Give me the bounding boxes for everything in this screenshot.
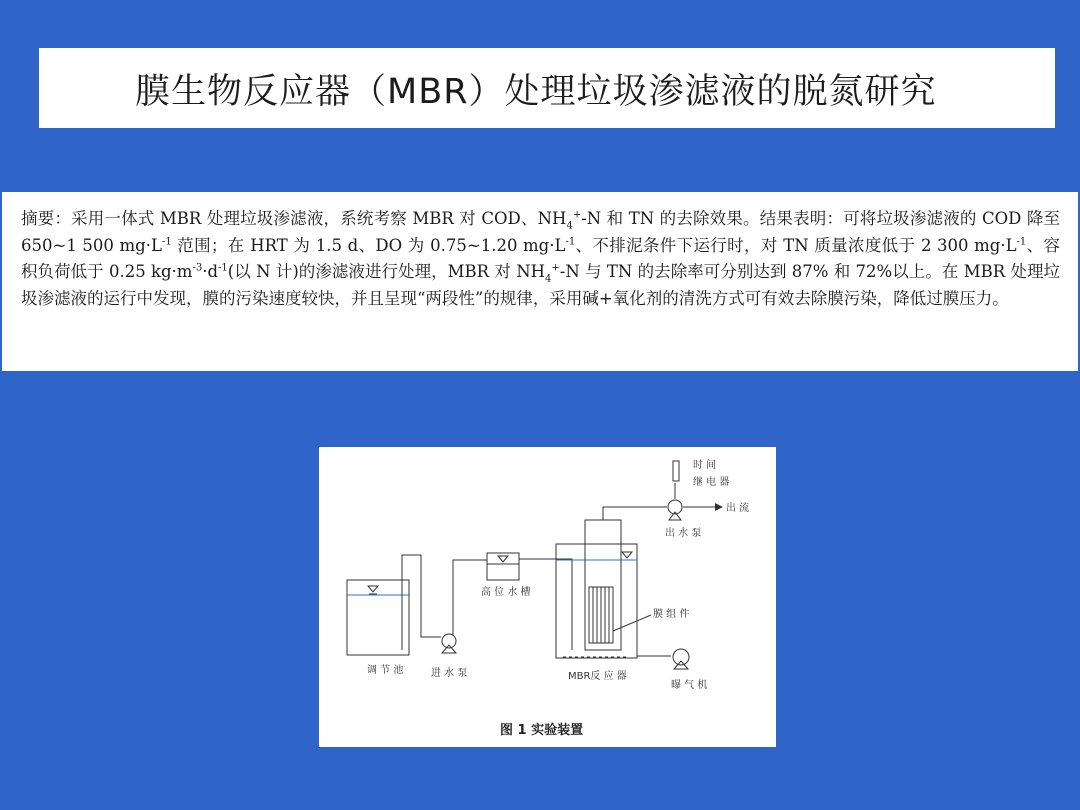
feed-pipe (402, 555, 441, 650)
inlet-pump-label: 进 水 泵 (431, 668, 468, 679)
title-banner (39, 48, 1055, 128)
abstract-panel (2, 192, 1078, 371)
tank-to-reactor-pipe (519, 559, 572, 650)
figure-panel (319, 447, 776, 747)
timer-relay (673, 461, 679, 481)
abstract-segment: -N 和 TN 的去除效果。结果表明：可将垃圾渗滤液的 COD 降至 650~1 500 mg·L (21, 209, 1061, 255)
abstract-text (21, 206, 1060, 312)
regulating-tank-level-marker (368, 586, 378, 592)
outlet-pipe (603, 507, 667, 520)
aerator-icon (673, 649, 689, 665)
aerator-label: 曝 气 机 (671, 680, 708, 691)
outflow-arrowhead (715, 503, 723, 511)
reactor-inner-column (585, 520, 621, 650)
abstract-segment: ·d (202, 262, 219, 281)
high-tank (487, 553, 519, 580)
timer-label-2: 继 电 器 (693, 477, 730, 488)
abstract-segment: -1 (218, 262, 228, 274)
figure-caption: 图 1 实验装置 (500, 723, 584, 738)
abstract-segment: 4 (545, 273, 552, 285)
regulating-tank-label: 调 节 池 (367, 665, 404, 676)
membrane-label: 膜 组 件 (653, 609, 690, 620)
high-tank-label: 高 位 水 槽 (481, 587, 531, 598)
abstract-segment: 范围；在 HRT 为 1.5 d、DO 为 0.75~1.20 mg·L (171, 235, 566, 255)
abstract-segment: -3 (192, 262, 203, 274)
abstract-segment: (以 N 计)的渗滤液进行处理，MBR 对 NH (227, 262, 546, 281)
abstract-segment: + (572, 209, 582, 221)
abstract-segment: 4 (566, 220, 573, 232)
membrane-leader-line (613, 615, 651, 631)
abstract-segment: 、不排泥条件下运行时，对 TN 质量浓度低于 2 300 mg·L (575, 235, 1017, 255)
regulating-tank (347, 580, 409, 655)
abstract-segment: -1 (1016, 236, 1027, 247)
abstract-segment: 、容积负荷低于 0.25 kg·m (21, 235, 1060, 281)
outflow-label: 出 流 (726, 503, 750, 514)
abstract-segment: 摘要：采用一体式 MBR 处理垃圾渗滤液，系统考察 MBR 对 COD、NH (21, 209, 567, 228)
outlet-pump-label: 出 水 泵 (665, 528, 702, 539)
reactor-level-marker (622, 552, 632, 558)
mbr-reactor-label: MBR反 应 器 (568, 671, 627, 682)
abstract-segment: + (551, 262, 560, 274)
abstract-segment: -1 (161, 236, 172, 247)
high-tank-level-marker (498, 556, 508, 562)
timer-label-1: 时 间 (693, 460, 717, 471)
abstract-segment: -1 (565, 236, 576, 247)
abstract-segment: -N 与 TN 的去除率可分别达到 87% 和 72%以上。在 MBR 处理垃圾渗滤液的运行中发现，膜的污染速度较快，并且呈现“两段性”的规律，采用碱+氧化剂的清洗方式可有效去除膜污染，降低过膜压力。 (21, 262, 1060, 308)
page-title: 膜生物反应器（MBR）处理垃圾渗滤液的脱氮研究 (135, 72, 937, 112)
inlet-pump-icon (442, 634, 456, 648)
experiment-diagram (319, 447, 776, 747)
